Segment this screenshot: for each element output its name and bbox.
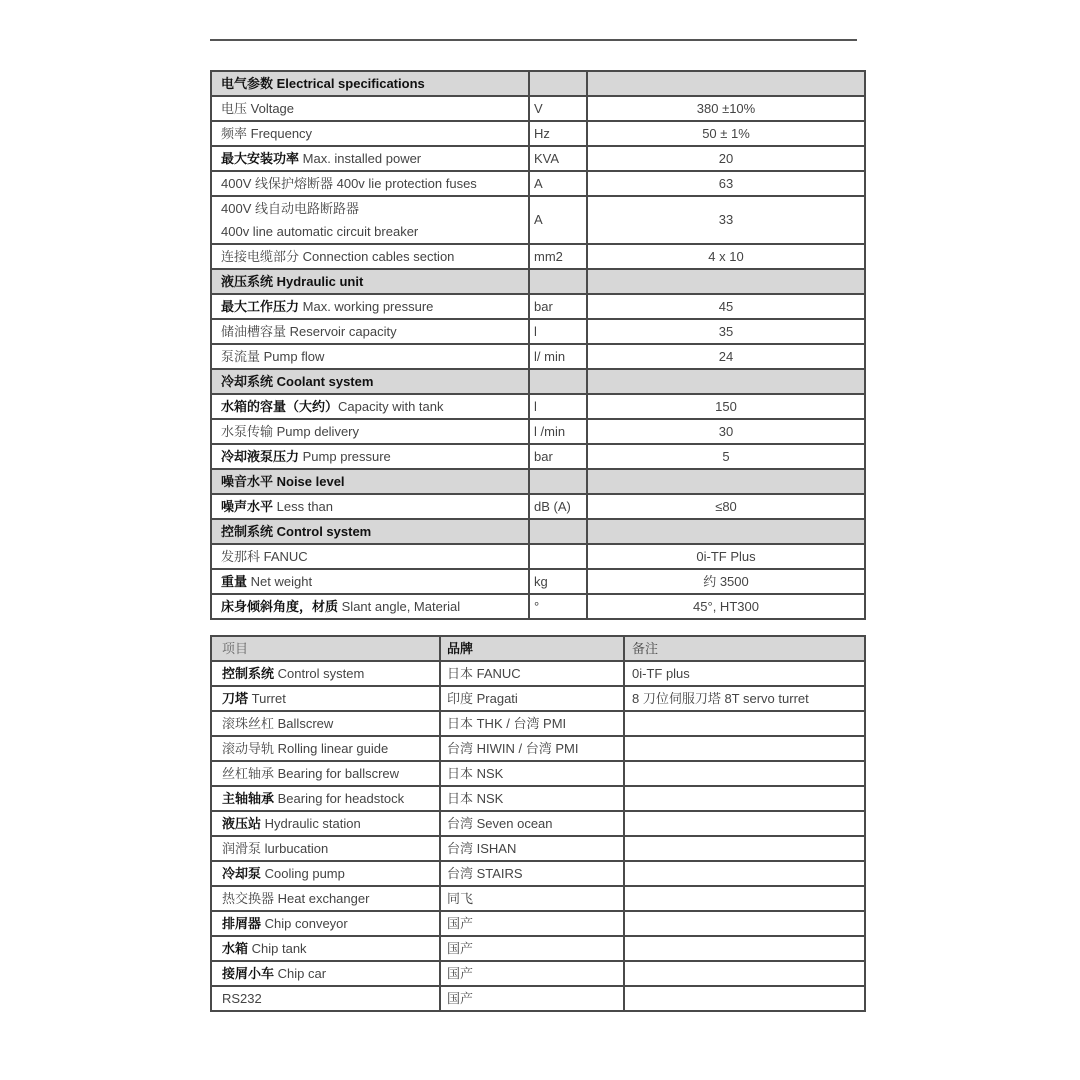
- section-title: 控制系统 Control system: [210, 520, 530, 545]
- section-header-blank-cell: [530, 470, 588, 495]
- component-item-zh: 接屑小车: [222, 966, 275, 981]
- column-header-brand: 品牌: [441, 637, 625, 662]
- spec-label-zh: 床身倾斜角度，材质: [221, 599, 339, 614]
- component-note: [625, 937, 866, 962]
- spec-unit: kg: [530, 570, 588, 595]
- component-note: [625, 787, 866, 812]
- component-brand: 台湾 ISHAN: [441, 837, 625, 862]
- spec-value: 4 x 10: [588, 245, 866, 270]
- component-item-zh: 刀塔: [222, 691, 249, 706]
- spec-unit: A: [530, 172, 588, 197]
- component-item-zh: 丝杠轴承: [222, 766, 275, 781]
- spec-row: [210, 595, 866, 620]
- spec-label-en: 400v lie protection fuses: [336, 176, 477, 191]
- section-header-control: [210, 520, 866, 545]
- spec-label: [210, 545, 530, 570]
- section-header-blank-cell: [530, 270, 588, 295]
- spec-label: [210, 122, 530, 147]
- section-header-coolant: [210, 370, 866, 395]
- spec-label-zh: 水泵传输: [221, 424, 274, 439]
- spec-value: 50 ± 1%: [588, 122, 866, 147]
- component-item: [210, 687, 441, 712]
- spec-row: [210, 320, 866, 345]
- component-item-zh: 滚珠丝杠: [222, 716, 275, 731]
- component-item: [210, 887, 441, 912]
- component-note: [625, 987, 866, 1012]
- component-item-zh: 热交换器: [222, 891, 275, 906]
- spec-value: ≤80: [588, 495, 866, 520]
- spec-label: [210, 97, 530, 122]
- spec-row: [210, 420, 866, 445]
- component-row: [210, 737, 866, 762]
- spec-unit: l/ min: [530, 345, 588, 370]
- component-brand: 国产: [441, 962, 625, 987]
- spec-value: 30: [588, 420, 866, 445]
- spec-label-zh: 冷却液泵压力: [221, 449, 300, 464]
- spec-label: [210, 245, 530, 270]
- spec-unit: bar: [530, 445, 588, 470]
- spec-value: 35: [588, 320, 866, 345]
- spec-row: [210, 445, 866, 470]
- spec-label: [210, 197, 530, 245]
- spec-unit: V: [530, 97, 588, 122]
- spec-label-zh: 频率: [221, 126, 248, 141]
- component-note: [625, 812, 866, 837]
- spec-label-en: Reservoir capacity: [289, 324, 397, 339]
- spec-label-en: Pump delivery: [276, 424, 360, 439]
- component-note: [625, 837, 866, 862]
- spec-label: [210, 570, 530, 595]
- component-brand: 同飞: [441, 887, 625, 912]
- spec-unit: l: [530, 395, 588, 420]
- component-item: [210, 962, 441, 987]
- component-item-zh: 主轴轴承: [222, 791, 275, 806]
- spec-label-zh: 400V 线自动电路断路器: [221, 201, 359, 216]
- spec-value: 45: [588, 295, 866, 320]
- spec-label-en: Frequency: [250, 126, 313, 141]
- component-item-en: Cooling pump: [264, 866, 345, 881]
- component-item: [210, 912, 441, 937]
- component-brand: 日本 NSK: [441, 787, 625, 812]
- spec-label-en: Net weight: [250, 574, 313, 589]
- section-title: 噪音水平 Noise level: [210, 470, 530, 495]
- spec-row: [210, 245, 866, 270]
- component-brand: 日本 FANUC: [441, 662, 625, 687]
- spec-label-zh: 400V 线保护熔断器: [221, 176, 333, 191]
- spec-label-zh: 噪声水平: [221, 499, 274, 514]
- component-item-en: Chip car: [277, 966, 327, 981]
- spec-label: [210, 147, 530, 172]
- component-brand: 日本 THK / 台湾 PMI: [441, 712, 625, 737]
- component-brand: 日本 NSK: [441, 762, 625, 787]
- spec-label-zh: 泵流量: [221, 349, 261, 364]
- spec-unit: l: [530, 320, 588, 345]
- spec-row: [210, 345, 866, 370]
- spec-label-en: Capacity with tank: [338, 399, 444, 414]
- spec-label-zh: 发那科: [221, 549, 261, 564]
- spec-value: 45°, HT300: [588, 595, 866, 620]
- spec-unit: A: [530, 197, 588, 245]
- spec-label: [210, 595, 530, 620]
- component-note: [625, 762, 866, 787]
- spec-row: [210, 97, 866, 122]
- spec-label: [210, 495, 530, 520]
- component-row: [210, 787, 866, 812]
- component-brand: 台湾 HIWIN / 台湾 PMI: [441, 737, 625, 762]
- component-note: 0i-TF plus: [625, 662, 866, 687]
- spec-value: 0i-TF Plus: [588, 545, 866, 570]
- component-item-en: Heat exchanger: [277, 891, 370, 906]
- spec-label-en: Pump flow: [263, 349, 325, 364]
- component-item-zh: 滚动导轨: [222, 741, 275, 756]
- component-item-en: lurbucation: [264, 841, 329, 856]
- component-brand: 印度 Pragati: [441, 687, 625, 712]
- spec-label: [210, 395, 530, 420]
- spec-row: [210, 295, 866, 320]
- component-row: [210, 987, 866, 1012]
- component-row: [210, 862, 866, 887]
- top-rule-divider: [210, 39, 857, 41]
- component-row: [210, 837, 866, 862]
- component-brand: 台湾 Seven ocean: [441, 812, 625, 837]
- spec-label: [210, 445, 530, 470]
- component-row: [210, 687, 866, 712]
- spec-unit: °: [530, 595, 588, 620]
- spec-row: [210, 197, 866, 245]
- component-row: [210, 937, 866, 962]
- spec-unit: KVA: [530, 147, 588, 172]
- section-header-blank-cell: [530, 72, 588, 97]
- spec-label: [210, 420, 530, 445]
- component-item-zh: 冷却泵: [222, 866, 262, 881]
- section-header-blank-cell: [588, 470, 866, 495]
- spec-label-zh: 电压: [221, 101, 248, 116]
- spec-value: 约 3500: [588, 570, 866, 595]
- component-item-zh: 水箱: [222, 941, 249, 956]
- component-row: [210, 762, 866, 787]
- spec-row: [210, 545, 866, 570]
- section-title: 液压系统 Hydraulic unit: [210, 270, 530, 295]
- component-note: [625, 887, 866, 912]
- spec-label-zh: 最大安装功率: [221, 151, 300, 166]
- component-row: [210, 712, 866, 737]
- component-item: [210, 862, 441, 887]
- component-item: [210, 662, 441, 687]
- spec-row: [210, 172, 866, 197]
- component-brand: 国产: [441, 937, 625, 962]
- section-title: 冷却系统 Coolant system: [210, 370, 530, 395]
- spec-value: 63: [588, 172, 866, 197]
- component-item: [210, 937, 441, 962]
- component-item-en: Chip conveyor: [264, 916, 348, 931]
- component-row: [210, 662, 866, 687]
- component-row: [210, 812, 866, 837]
- section-title: 电气参数 Electrical specifications: [210, 72, 530, 97]
- spec-label-en: Pump pressure: [302, 449, 391, 464]
- spec-label-zh: 储油槽容量: [221, 324, 287, 339]
- spec-label: [210, 320, 530, 345]
- spec-label-en: Max. working pressure: [302, 299, 434, 314]
- spec-row: [210, 122, 866, 147]
- section-header-blank-cell: [530, 370, 588, 395]
- component-item-zh: 控制系统: [222, 666, 275, 681]
- spec-label-zh: 重量: [221, 574, 248, 589]
- section-header-blank-cell: [588, 520, 866, 545]
- section-header-hydraulic: [210, 270, 866, 295]
- component-item-en: Control system: [277, 666, 365, 681]
- spec-row: [210, 495, 866, 520]
- component-item-zh: 润滑泵: [222, 841, 262, 856]
- spec-label-en: 400v line automatic circuit breaker: [221, 224, 419, 239]
- section-header-blank-cell: [530, 520, 588, 545]
- spec-unit: mm2: [530, 245, 588, 270]
- section-header-blank-cell: [588, 270, 866, 295]
- spec-label-en: FANUC: [263, 549, 308, 564]
- component-item-en: Turret: [251, 691, 286, 706]
- spec-unit: [530, 545, 588, 570]
- component-item-en: Hydraulic station: [264, 816, 361, 831]
- component-note: [625, 737, 866, 762]
- spec-label: [210, 172, 530, 197]
- component-item-zh: 液压站: [222, 816, 262, 831]
- spec-label-en: Voltage: [250, 101, 295, 116]
- spec-unit: l /min: [530, 420, 588, 445]
- spec-value: 380 ±10%: [588, 97, 866, 122]
- component-item-en: Bearing for ballscrew: [277, 766, 400, 781]
- component-note: [625, 912, 866, 937]
- spec-label-en: Less than: [276, 499, 334, 514]
- components-header-row: [210, 637, 866, 662]
- spec-label: [210, 345, 530, 370]
- spec-value: 33: [588, 197, 866, 245]
- spec-label: [210, 295, 530, 320]
- component-row: [210, 912, 866, 937]
- component-note: [625, 712, 866, 737]
- spec-label-zh: 水箱的容量（大约）: [221, 399, 339, 414]
- component-note: [625, 862, 866, 887]
- component-item-en: RS232: [222, 991, 262, 1006]
- section-header-blank-cell: [588, 370, 866, 395]
- component-item: [210, 812, 441, 837]
- specifications-table: [210, 70, 866, 620]
- section-header-noise: [210, 470, 866, 495]
- spec-value: 5: [588, 445, 866, 470]
- spec-value: 150: [588, 395, 866, 420]
- component-item: [210, 737, 441, 762]
- spec-unit: Hz: [530, 122, 588, 147]
- spec-label-en: Slant angle, Material: [341, 599, 461, 614]
- spec-value: 24: [588, 345, 866, 370]
- component-item-zh: 排屑器: [222, 916, 262, 931]
- component-item: [210, 837, 441, 862]
- component-note: 8 刀位伺服刀塔 8T servo turret: [625, 687, 866, 712]
- component-item-en: Ballscrew: [277, 716, 334, 731]
- spec-label-zh: 最大工作压力: [221, 299, 300, 314]
- spec-label-en: Connection cables section: [302, 249, 455, 264]
- component-brand: 国产: [441, 987, 625, 1012]
- spec-label-en: Max. installed power: [302, 151, 422, 166]
- component-item-en: Rolling linear guide: [277, 741, 389, 756]
- components-table: [210, 635, 866, 1012]
- component-item: [210, 712, 441, 737]
- component-brand: 台湾 STAIRS: [441, 862, 625, 887]
- spec-unit: bar: [530, 295, 588, 320]
- column-header-note: 备注: [625, 637, 866, 662]
- spec-unit: dB (A): [530, 495, 588, 520]
- section-header-electrical: [210, 72, 866, 97]
- component-item-en: Bearing for headstock: [277, 791, 405, 806]
- spec-value: 20: [588, 147, 866, 172]
- component-item: [210, 987, 441, 1012]
- component-row: [210, 962, 866, 987]
- spec-row: [210, 395, 866, 420]
- spec-label-zh: 连接电缆部分: [221, 249, 300, 264]
- component-note: [625, 962, 866, 987]
- spec-row: [210, 147, 866, 172]
- component-item: [210, 762, 441, 787]
- component-item: [210, 787, 441, 812]
- section-header-blank-cell: [588, 72, 866, 97]
- component-brand: 国产: [441, 912, 625, 937]
- component-item-en: Chip tank: [251, 941, 307, 956]
- component-row: [210, 887, 866, 912]
- spec-row: [210, 570, 866, 595]
- column-header-item: 项目: [210, 637, 441, 662]
